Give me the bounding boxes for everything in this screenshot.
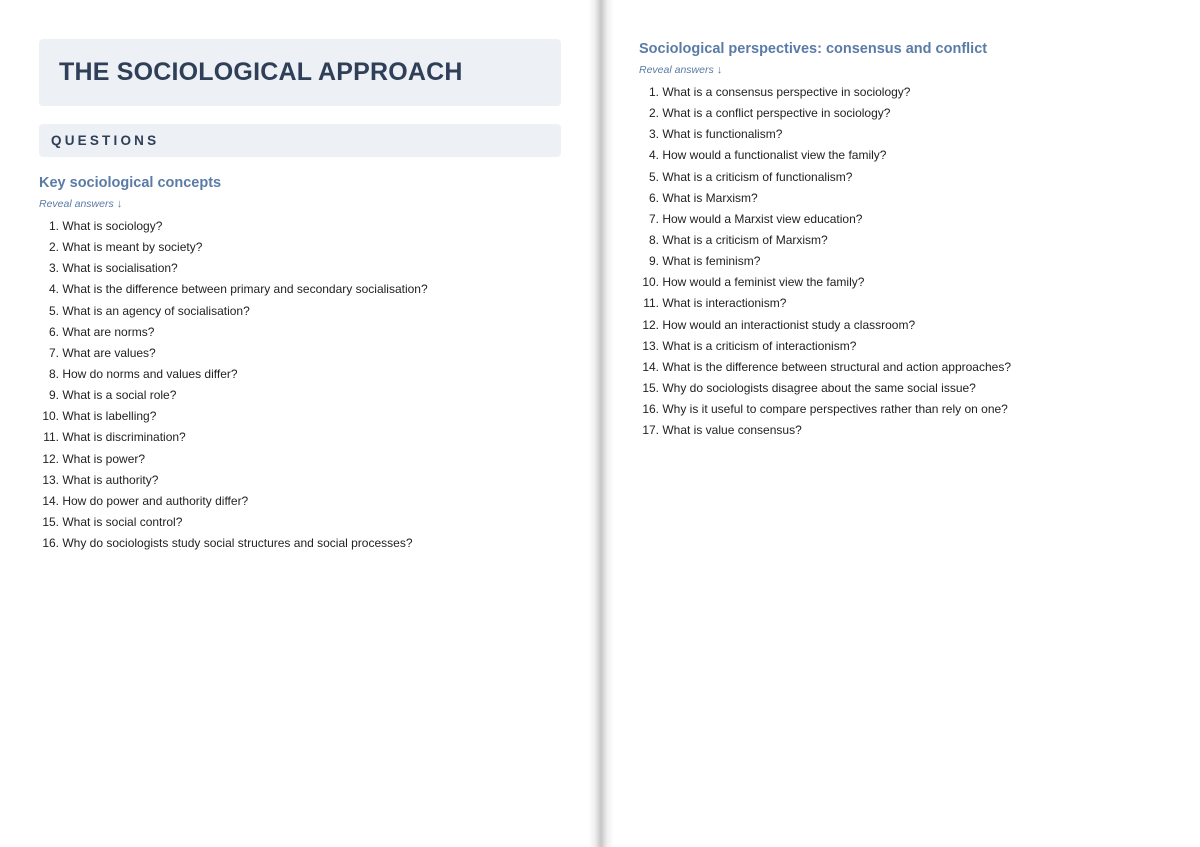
questions-heading: QUESTIONS [51,133,160,148]
question-number: 16. [42,536,59,551]
question-number: 17. [642,423,659,438]
question-number: 13. [642,338,659,353]
question-item [39,512,579,533]
question-item [639,251,1179,272]
question-text: Why do sociologists disagree about the same social issue? [662,380,976,395]
question-text: What is socialisation? [62,261,178,276]
question-number: 12. [42,451,59,466]
question-item [639,315,1179,336]
question-number: 10. [642,275,659,290]
question-number: 10. [42,409,59,424]
question-item [39,216,579,237]
question-number: 6. [48,324,59,339]
question-text: What is the difference between structural and action approaches? [662,359,1011,374]
question-item [39,364,579,385]
question-text: What are values? [62,345,156,360]
question-number: 11. [43,430,59,445]
question-item [39,427,579,448]
question-number: 2. [48,240,59,255]
question-item [39,301,579,322]
question-item [39,470,579,491]
question-text: How do norms and values differ? [62,366,238,381]
question-number: 14. [42,493,59,508]
reveal-answers-link[interactable] [39,198,122,210]
section-heading: Key sociological concepts [39,175,222,191]
question-text: How would an interactionist study a classroom? [662,317,916,332]
question-number: 16. [642,402,659,417]
question-number: 8. [648,232,659,247]
question-text: Why is it useful to compare perspectives rather than rely on one? [662,402,1008,417]
question-item [639,357,1179,378]
left-page [0,0,596,847]
question-number: 3. [48,261,59,276]
question-item [639,336,1179,357]
question-number: 5. [648,169,659,184]
question-item [639,82,1179,103]
question-number: 1. [648,85,659,99]
question-item [39,406,579,427]
question-text: What is value consensus? [662,423,802,438]
question-number: 7. [48,345,59,360]
question-text: How would a feminist view the family? [662,275,865,290]
question-item [639,103,1179,124]
question-item [639,145,1179,166]
question-number: 6. [648,190,659,205]
question-number: 13. [42,472,59,487]
question-number: 9. [648,254,659,269]
reveal-answers-label: Reveal answers [39,198,114,210]
question-number: 11. [643,296,659,311]
question-text: What is discrimination? [62,430,186,445]
question-text: What is an agency of socialisation? [62,303,250,318]
section-perspectives [639,40,1179,441]
question-number: 2. [648,106,659,121]
question-number: 8. [48,366,59,381]
question-text: What is the difference between primary and secondary socialisation? [62,282,428,297]
question-item [39,385,579,406]
chapter-title: THE SOCIOLOGICAL APPROACH [59,58,463,86]
question-item [39,343,579,364]
question-text: What is power? [62,451,146,466]
arrow-down-icon: ↓ [116,198,123,210]
question-item [639,420,1179,441]
question-item [39,279,579,300]
question-item [39,449,579,470]
question-item [639,293,1179,314]
book-gutter-shadow [588,0,614,847]
question-item [639,399,1179,420]
questions-banner [39,124,561,157]
question-number: 14. [642,359,659,374]
question-text: How would a Marxist view education? [662,211,863,226]
question-text: What is authority? [62,472,159,487]
question-number: 12. [642,317,659,332]
arrow-down-icon: ↓ [716,64,723,76]
question-text: What is Marxism? [662,190,758,205]
question-list [639,82,1179,441]
chapter-title-box [39,39,561,106]
right-page [604,0,1200,847]
question-text: Why do sociologists study social structures and social processes? [62,536,413,551]
question-number: 3. [648,127,659,142]
question-text: What is a social role? [62,388,177,403]
question-text: What is a conflict perspective in sociology? [662,106,891,121]
question-text: What is sociology? [62,219,163,233]
question-number: 1. [48,219,59,233]
question-item [39,258,579,279]
question-text: What is a consensus perspective in sociology? [662,85,911,99]
question-text: What is labelling? [62,409,157,424]
question-text: What are norms? [62,324,155,339]
question-number: 5. [48,303,59,318]
question-text: How would a functionalist view the family? [662,148,887,163]
question-text: How do power and authority differ? [62,493,249,508]
reveal-answers-link[interactable] [639,64,722,76]
question-text: What is a criticism of functionalism? [662,169,853,184]
question-text: What is functionalism? [662,127,783,142]
reveal-answers-label: Reveal answers [639,64,714,76]
question-number: 4. [648,148,659,163]
question-item [639,272,1179,293]
question-item [639,230,1179,251]
question-number: 9. [48,388,59,403]
question-text: What is meant by society? [62,240,203,255]
question-item [39,322,579,343]
question-text: What is social control? [62,514,183,529]
question-text: What is a criticism of interactionism? [662,338,857,353]
question-number: 7. [648,211,659,226]
question-list [39,216,579,554]
section-heading: Sociological perspectives: consensus and conflict [639,41,988,57]
question-item [39,237,579,258]
section-key-concepts [39,174,579,554]
question-number: 15. [642,380,659,395]
question-item [639,209,1179,230]
question-text: What is a criticism of Marxism? [662,232,828,247]
question-text: What is feminism? [662,254,761,269]
question-item [39,533,579,554]
question-item [639,188,1179,209]
question-item [639,167,1179,188]
question-item [39,491,579,512]
question-number: 4. [48,282,59,297]
question-number: 15. [42,514,59,529]
question-text: What is interactionism? [662,296,787,311]
question-item [639,378,1179,399]
question-item [639,124,1179,145]
